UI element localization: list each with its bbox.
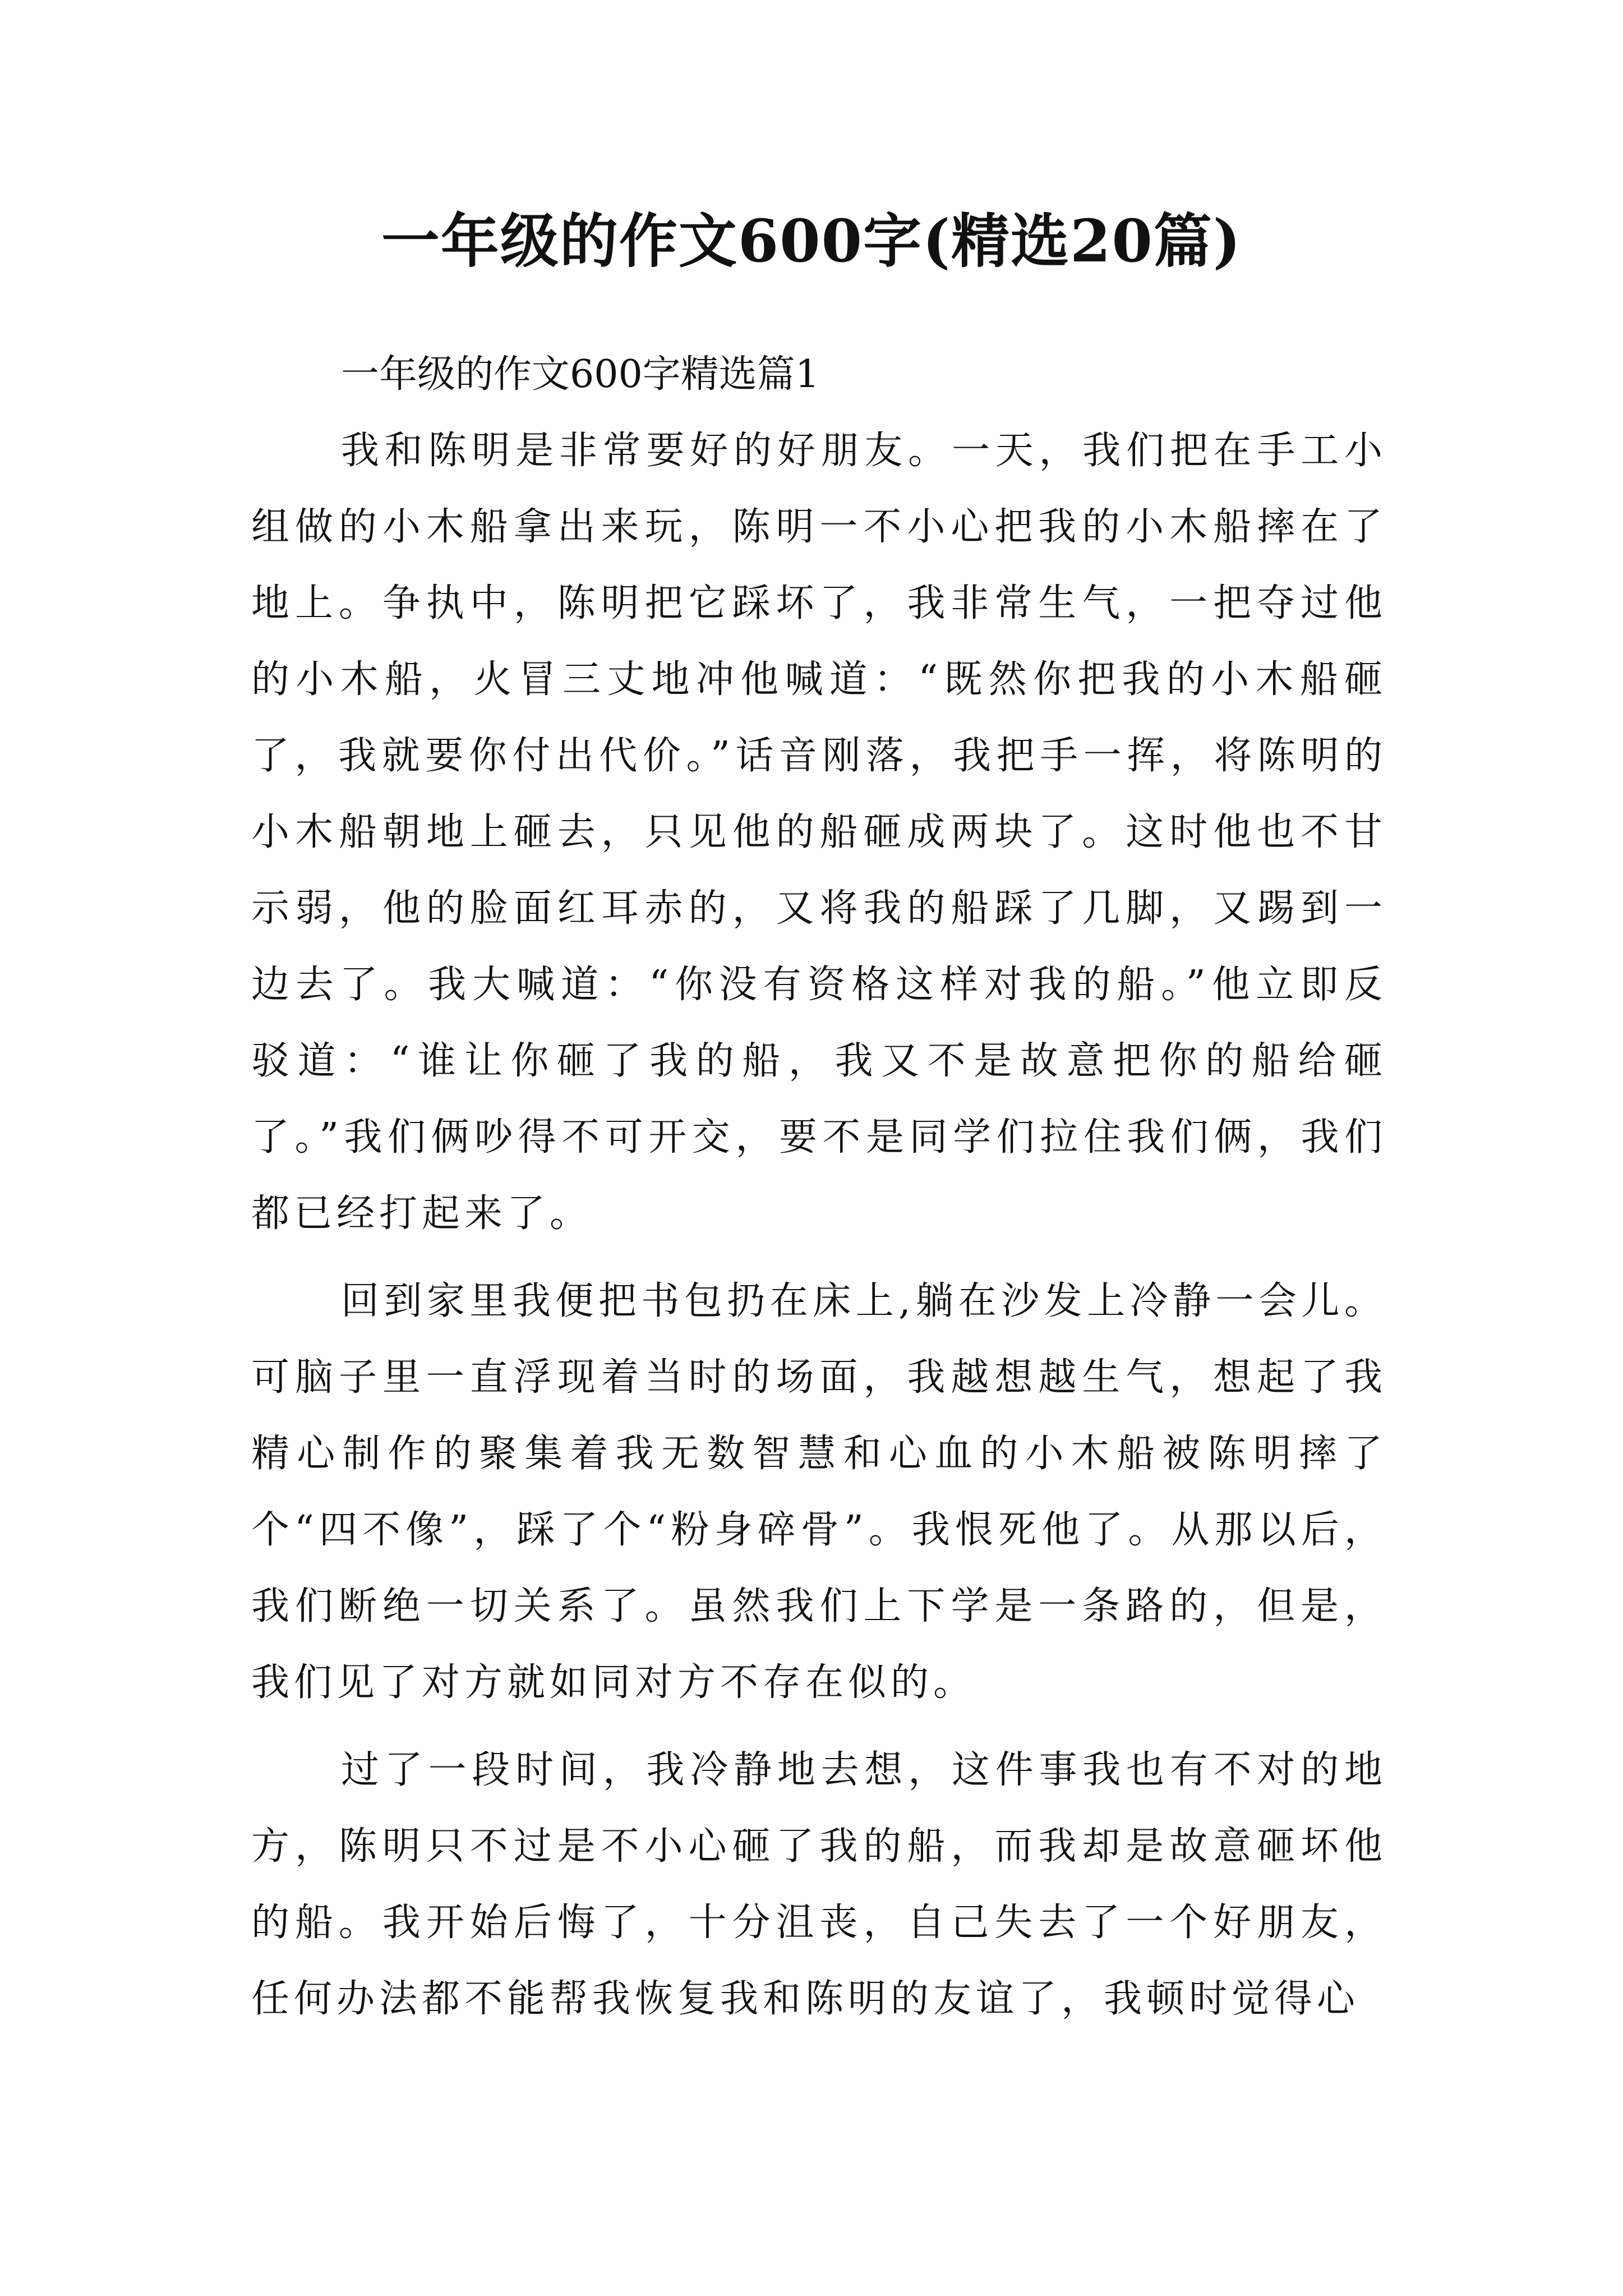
paragraph-2: 回到家里我便把书包扔在床上,躺在沙发上冷静一会儿。可脑子里一直浮现着当时的场面，我越想越生气，想起了我精心制作的聚集着我无数智慧和心血的小木船被陈明摔了个“四不像”，踩了个“粉身碎骨”。我恨死他了。从那以后，我们断绝一切关系了。虽然我们上下学是一条路的，但是，我们见了对方就如同对方不存在似的。: [251, 1279, 1387, 1705]
section-heading: 一年级的作文600字精选篇1: [341, 352, 820, 397]
document-body: [251, 337, 1387, 2037]
paragraph-1: 我和陈明是非常要好的好朋友。一天，我们把在手工小组做的小木船拿出来玩，陈明一不小心把我的小木船摔在了地上。争执中，陈明把它踩坏了，我非常生气，一把夺过他的小木船，火冒三丈地冲他喊道：“既然你把我的小木船砸了，我就要你付出代价。”话音刚落，我把手一挥，将陈明的小木船朝地上砸去，只见他的船砸成两块了。这时他也不甘示弱，他的脸面红耳赤的，又将我的船踩了几脚，又踢到一边去了。我大喊道：“你没有资格这样对我的船。”他立即反驳道：“谁让你砸了我的船，我又不是故意把你的船给砸了。”我们俩吵得不可开交，要不是同学们拉住我们俩，我们都已经打起来了。: [251, 429, 1387, 1236]
paragraph-3: 过了一段时间，我冷静地去想，这件事我也有不对的地方，陈明只不过是不小心砸了我的船，而我却是故意砸坏他的船。我开始后悔了，十分沮丧，自己失去了一个好朋友，任何办法都不能帮我恢复我和陈明的友谊了，我顿时觉得心: [251, 1748, 1387, 2021]
document-title: 一年级的作文600字(精选20篇): [381, 206, 1242, 275]
